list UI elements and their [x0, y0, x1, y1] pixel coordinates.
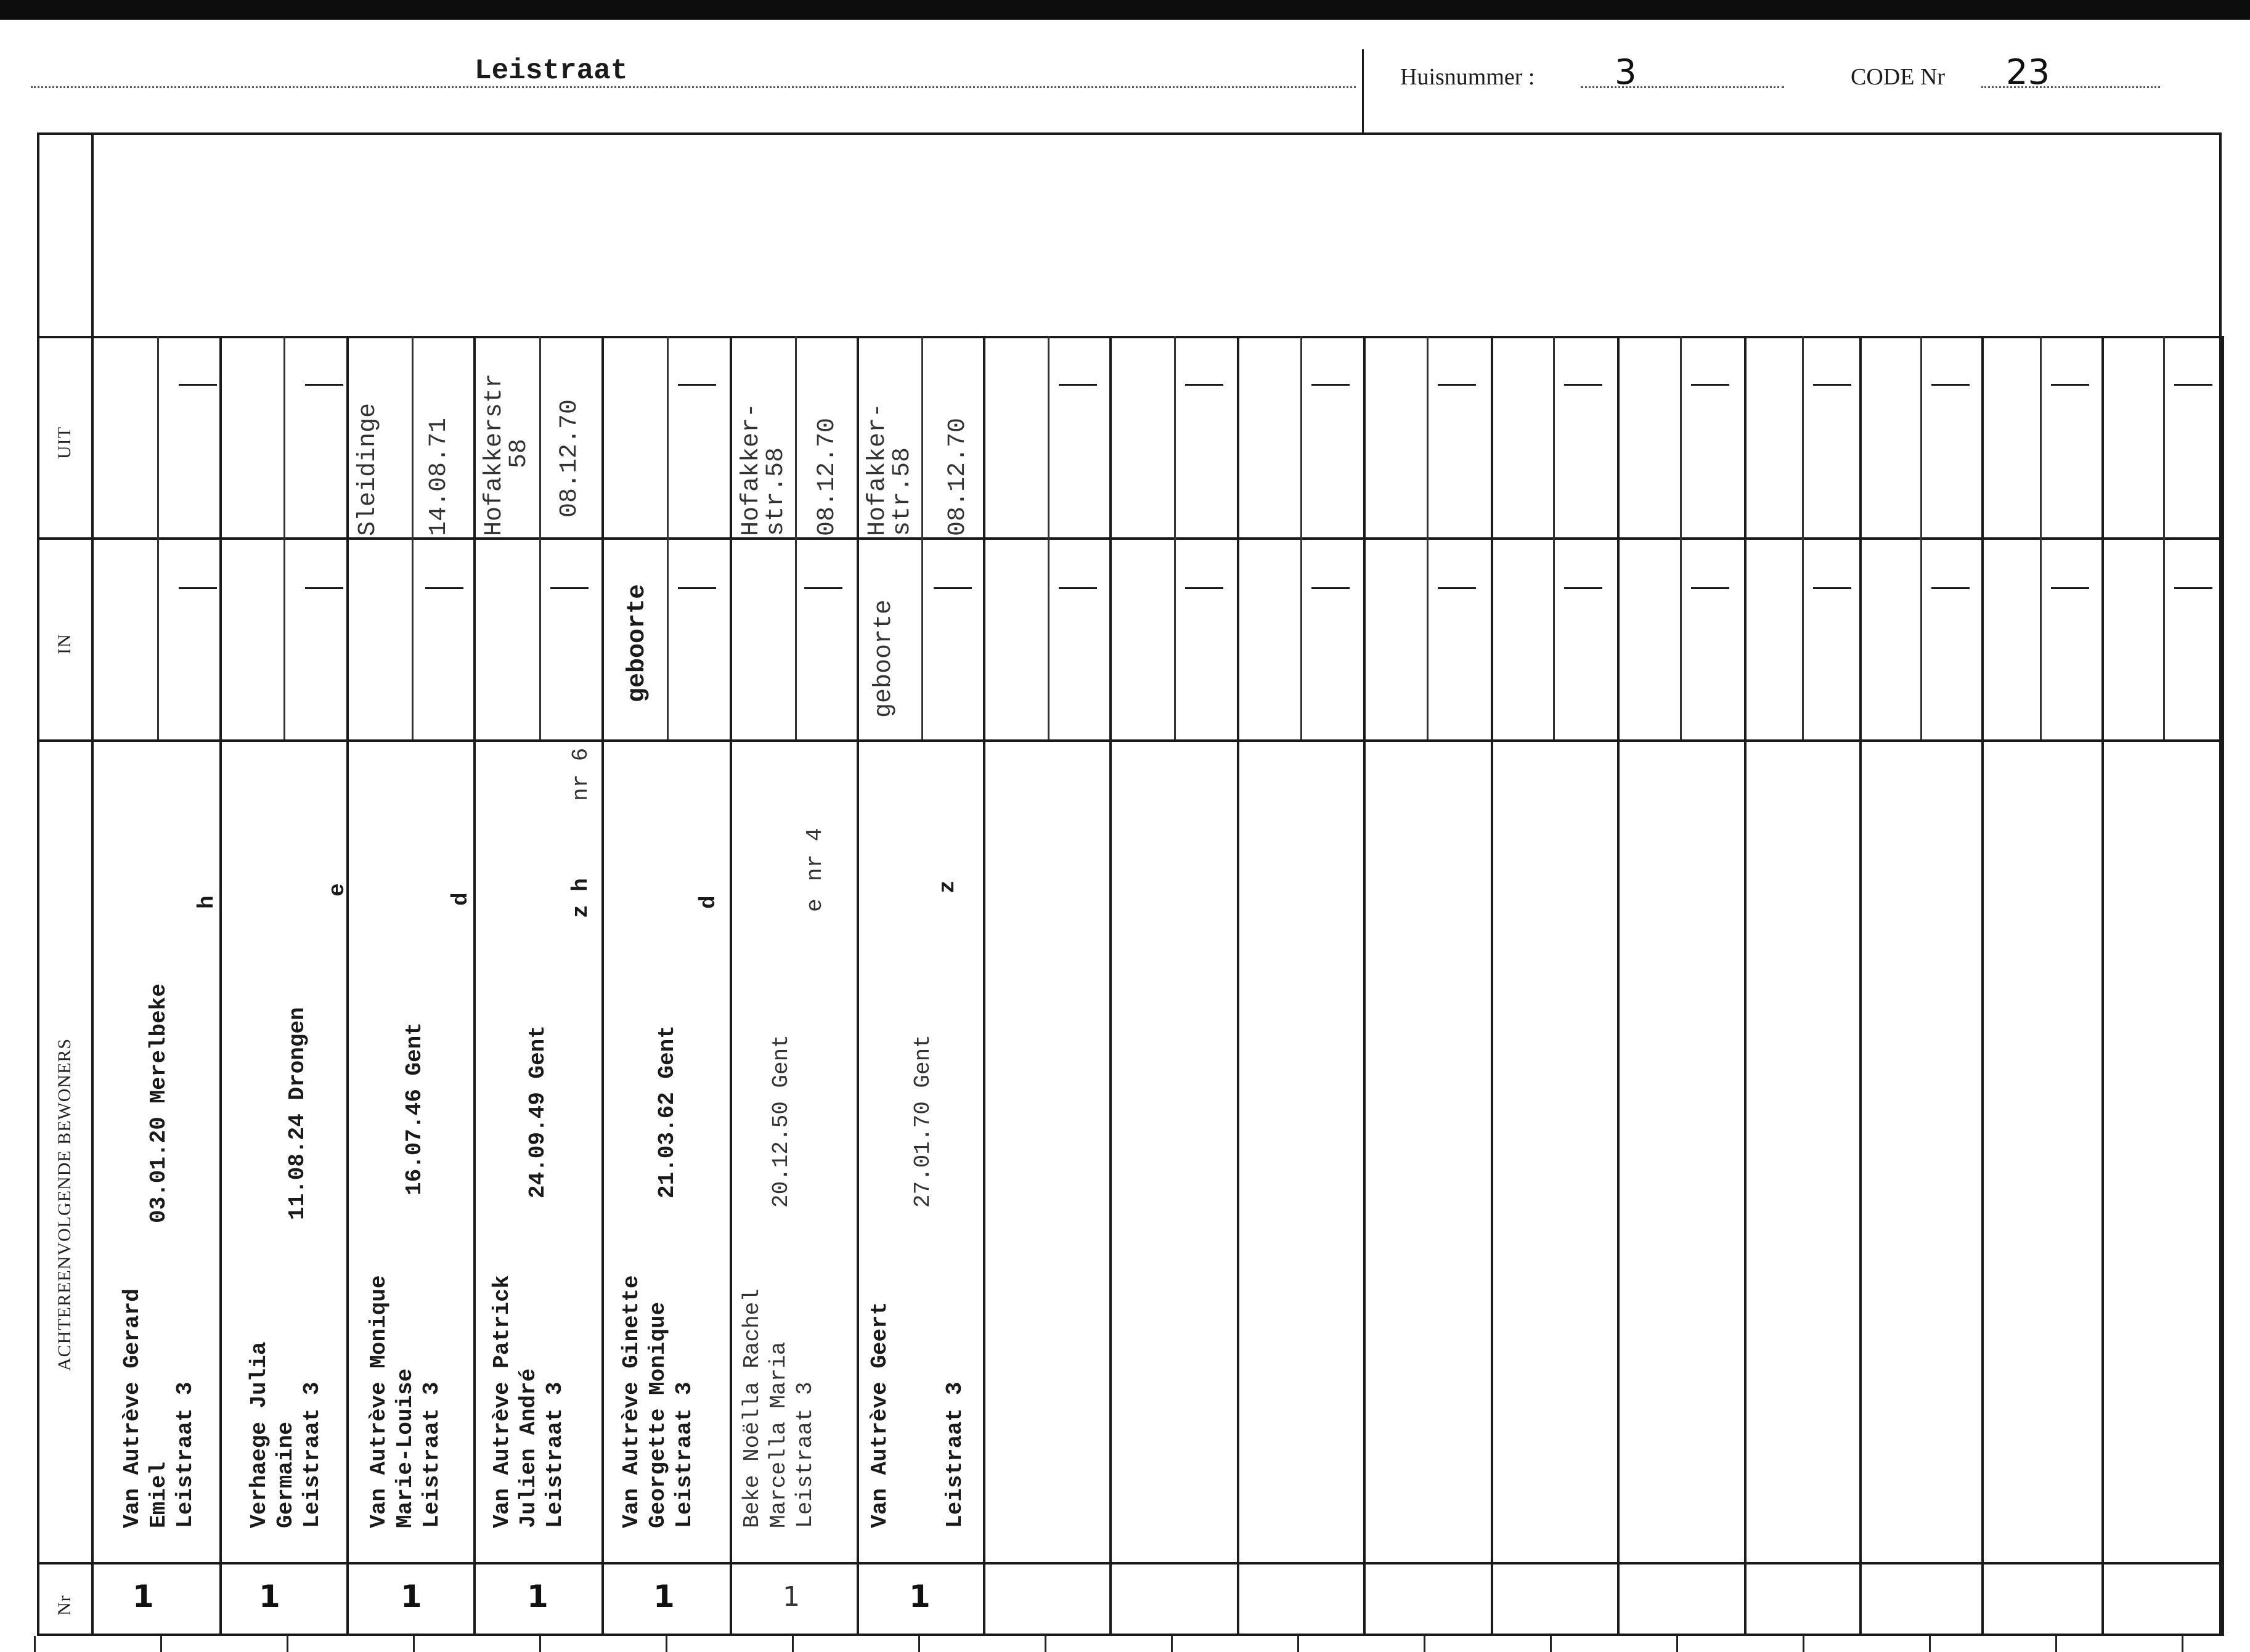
- resident-address: Leistraat 3: [300, 1381, 325, 1528]
- column-subdivider: [1553, 336, 1555, 739]
- uit-place: Hofakker-: [864, 402, 892, 536]
- in-dash: [179, 587, 217, 589]
- uit-dash: [179, 384, 217, 386]
- resident-birth: 16.07.46 Gent: [402, 1022, 427, 1195]
- column-divider: [1981, 336, 1984, 1636]
- top-band-border: [37, 336, 2222, 338]
- resident-name: Van Autrève Geert: [867, 1301, 892, 1528]
- column-subdivider: [795, 336, 797, 739]
- column-subdivider: [2163, 336, 2165, 739]
- in-label: IN: [54, 633, 75, 654]
- bottom-tick: [2182, 1636, 2183, 1652]
- column-divider: [1491, 336, 1493, 1636]
- header-divider: [1362, 49, 1364, 132]
- resident-address: Leistraat 3: [942, 1381, 968, 1528]
- bottom-tick: [1803, 1636, 1804, 1652]
- empty-dash: [1931, 587, 1970, 589]
- column-divider: [857, 336, 859, 1636]
- column-subdivider: [1174, 336, 1176, 739]
- bewoners-band-border: [37, 1562, 2222, 1565]
- resident-name: Verhaege Julia: [247, 1341, 272, 1528]
- resident-birth: 24.09.49 Gent: [525, 1025, 550, 1198]
- resident-mark: e: [802, 898, 828, 912]
- empty-dash: [1691, 587, 1729, 589]
- uit-place-2: str.58: [762, 447, 790, 536]
- empty-dash: [1813, 587, 1851, 589]
- bottom-tick: [792, 1636, 794, 1652]
- bottom-tick: [413, 1636, 415, 1652]
- column-divider: [219, 336, 222, 1636]
- column-divider: [473, 336, 476, 1636]
- resident-mark: e: [325, 883, 350, 897]
- in-dash: [804, 587, 842, 589]
- column-subdivider: [921, 336, 923, 739]
- resident-nr: 1: [132, 1579, 154, 1614]
- resident-nr: 1: [259, 1579, 280, 1614]
- resident-name: Van Autrève Monique: [366, 1275, 391, 1528]
- bewoners-label: ACHTEREENVOLGENDE BEWONERS: [54, 1038, 75, 1371]
- column-subdivider: [1300, 336, 1302, 739]
- empty-dash: [1311, 384, 1350, 386]
- column-subdivider: [157, 336, 159, 739]
- empty-dash: [1311, 587, 1350, 589]
- bottom-tick: [2055, 1636, 2057, 1652]
- resident-name: Van Autrève Patrick: [489, 1275, 515, 1528]
- resident-birth: 03.01.20 Merelbeke: [146, 983, 171, 1223]
- resident-mark: z: [935, 880, 960, 893]
- bottom-ticks: [31, 1636, 2225, 1652]
- uit-place-2: 58: [505, 438, 533, 468]
- resident-firstname: Julien André: [516, 1368, 541, 1528]
- house-number-dotted-line: [1581, 86, 1784, 88]
- empty-dash: [2051, 587, 2089, 589]
- bottom-tick: [287, 1636, 288, 1652]
- in-dash: [678, 587, 716, 589]
- bottom-tick: [666, 1636, 667, 1652]
- column-subdivider: [1680, 336, 1682, 739]
- resident-mark-extra: nr 6: [568, 747, 593, 801]
- uit-date: 08.12.70: [813, 417, 841, 536]
- column-subdivider: [539, 336, 541, 739]
- column-subdivider: [412, 336, 414, 739]
- resident-firstname: Marie-Louise: [393, 1368, 418, 1528]
- bottom-tick: [539, 1636, 541, 1652]
- uit-place: Hofakkerstr: [481, 373, 508, 536]
- resident-address: Leistraat 3: [542, 1381, 568, 1528]
- resident-firstname: Emiel: [146, 1461, 171, 1528]
- column-divider: [2101, 336, 2104, 1636]
- bottom-tick: [1171, 1636, 1173, 1652]
- resident-birth: 27.01.70 Gent: [910, 1035, 935, 1208]
- bottom-tick: [1045, 1636, 1046, 1652]
- resident-mark: d: [696, 895, 721, 909]
- resident-address: Leistraat 3: [173, 1381, 198, 1528]
- column-divider: [1237, 336, 1239, 1636]
- column-subdivider: [1048, 336, 1050, 739]
- resident-address: Leistraat 3: [672, 1381, 697, 1528]
- uit-place: Hofakker-: [738, 402, 765, 536]
- resident-birth: 20.12.50 Gent: [768, 1035, 794, 1208]
- uit-label: UIT: [54, 426, 75, 459]
- code-number-label: CODE Nr: [1851, 64, 1946, 90]
- uit-date: 08.12.70: [556, 399, 584, 518]
- resident-firstname: Marcella Maria: [766, 1341, 791, 1528]
- uit-date: 08.12.70: [944, 417, 972, 536]
- house-number-label: Huisnummer :: [1400, 64, 1535, 90]
- bottom-tick: [34, 1636, 36, 1652]
- uit-dash: [305, 384, 343, 386]
- empty-dash: [1691, 384, 1729, 386]
- empty-dash: [2174, 587, 2212, 589]
- resident-firstname: Georgette Monique: [645, 1301, 671, 1528]
- resident-firstname: Germaine: [273, 1422, 298, 1528]
- in-place: geboorte: [870, 599, 898, 718]
- resident-address: Leistraat 3: [793, 1381, 818, 1528]
- column-subdivider: [1920, 336, 1922, 739]
- resident-name: Van Autrève Ginette: [619, 1275, 644, 1528]
- uit-band-border: [37, 537, 2222, 540]
- uit-dash: [678, 384, 716, 386]
- resident-mark: h: [194, 895, 219, 909]
- column-divider: [730, 336, 732, 1636]
- column-subdivider: [1427, 336, 1429, 739]
- empty-dash: [1813, 384, 1851, 386]
- column-divider: [983, 336, 985, 1636]
- column-divider: [1859, 336, 1862, 1636]
- in-dash: [934, 587, 972, 589]
- in-dash: [305, 587, 343, 589]
- column-divider: [601, 336, 604, 1636]
- empty-dash: [1059, 587, 1097, 589]
- column-subdivider: [667, 336, 669, 739]
- uit-date: 14.08.71: [425, 417, 453, 536]
- resident-mark: d: [448, 892, 473, 906]
- column-divider: [2222, 336, 2224, 1636]
- empty-dash: [1931, 384, 1970, 386]
- column-divider: [346, 336, 349, 1636]
- column-divider: [1109, 336, 1112, 1636]
- bottom-tick: [1424, 1636, 1425, 1652]
- column-divider: [1617, 336, 1620, 1636]
- empty-dash: [1185, 384, 1223, 386]
- bottom-tick: [918, 1636, 920, 1652]
- page-top-edge: [0, 0, 2250, 20]
- resident-mark-extra: nr 4: [802, 828, 828, 881]
- in-dash: [550, 587, 589, 589]
- column-divider: [91, 336, 94, 1636]
- empty-dash: [1564, 384, 1602, 386]
- empty-dash: [1059, 384, 1097, 386]
- resident-name: Beke Noëlla Rachel: [740, 1288, 765, 1528]
- resident-nr: 1: [653, 1579, 675, 1614]
- empty-dash: [2174, 384, 2212, 386]
- column-subdivider: [1802, 336, 1804, 739]
- street-name: Leistraat: [475, 55, 628, 87]
- column-divider: [1363, 336, 1366, 1636]
- in-dash: [425, 587, 463, 589]
- street-dotted-line: [31, 86, 1356, 88]
- empty-dash: [1564, 587, 1602, 589]
- bottom-tick: [1676, 1636, 1678, 1652]
- resident-birth: 21.03.62 Gent: [654, 1025, 680, 1198]
- in-place: geboorte: [624, 584, 651, 702]
- empty-dash: [1438, 384, 1476, 386]
- resident-nr: 1: [401, 1579, 422, 1614]
- bottom-tick: [1297, 1636, 1299, 1652]
- empty-dash: [1185, 587, 1223, 589]
- empty-dash: [2051, 384, 2089, 386]
- resident-nr: 1: [527, 1579, 548, 1614]
- column-divider: [1744, 336, 1747, 1636]
- resident-nr: 1: [783, 1581, 800, 1613]
- in-band-border: [37, 739, 2222, 742]
- bottom-tick: [1550, 1636, 1552, 1652]
- empty-dash: [1438, 587, 1476, 589]
- house-number-value: 3: [1615, 52, 1637, 92]
- uit-place-2: str.58: [889, 447, 916, 536]
- nr-label: Nr: [54, 1595, 75, 1616]
- column-subdivider: [2040, 336, 2042, 739]
- register-grid: [37, 132, 2222, 1636]
- resident-birth: 11.08.24 Drongen: [285, 1007, 310, 1220]
- code-number-value: 23: [2006, 52, 2050, 92]
- uit-place: Sleidinge: [354, 402, 382, 536]
- bottom-tick: [1929, 1636, 1931, 1652]
- resident-nr: 1: [909, 1579, 931, 1614]
- resident-address: Leistraat 3: [419, 1381, 444, 1528]
- bottom-tick: [160, 1636, 162, 1652]
- column-subdivider: [283, 336, 285, 739]
- resident-name: Van Autrève Gerard: [120, 1288, 145, 1528]
- resident-mark: z h: [568, 878, 593, 918]
